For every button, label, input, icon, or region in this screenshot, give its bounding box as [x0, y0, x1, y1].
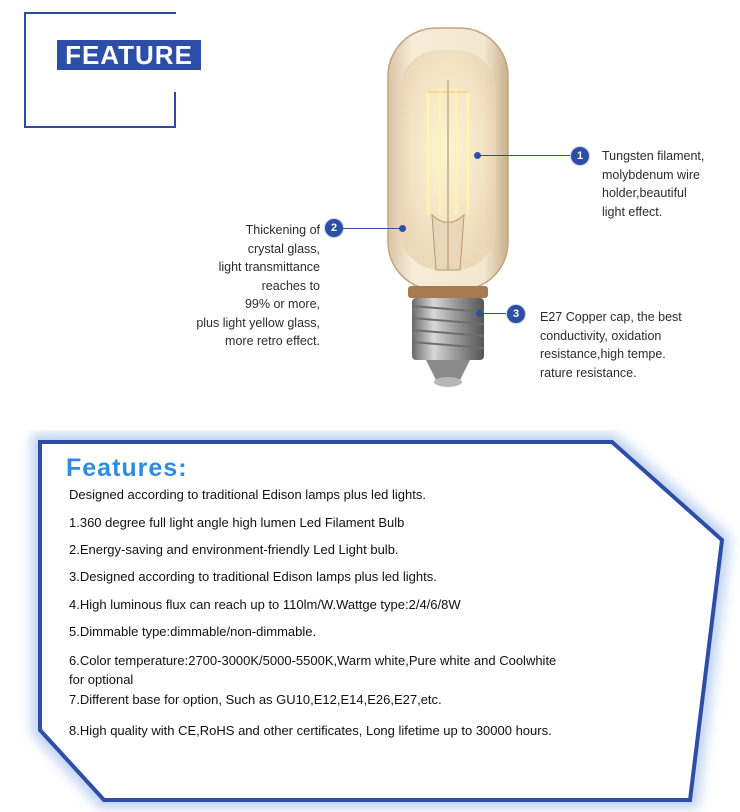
feature-frame — [24, 12, 176, 128]
callout-2-text: Thickening of crystal glass, light transmittance reaches to 99% or more, plus light yellow glass, more retro effect. — [196, 223, 320, 348]
led-filament-bulb-image — [360, 20, 535, 400]
callout-2-line — [343, 228, 401, 229]
callout-2-badge: 2 — [325, 219, 343, 237]
feature-item-3: 3.Designed according to traditional Edison lamps plus led lights. — [69, 569, 437, 584]
feature-item-8: 8.High quality with CE,RoHS and other certificates, Long lifetime up to 30000 hours. — [69, 723, 552, 738]
callout-3-badge: 3 — [507, 305, 525, 323]
feature-item-1: 1.360 degree full light angle high lumen Led Filament Bulb — [69, 515, 405, 530]
feature-item-2: 2.Energy-saving and environment-friendly Led Light bulb. — [69, 542, 399, 557]
feature-heading: FEATURE — [57, 40, 201, 70]
callout-1-line — [480, 155, 572, 156]
feature-intro: Designed according to traditional Edison lamps plus led lights. — [69, 487, 426, 502]
feature-item-5: 5.Dimmable type:dimmable/non-dimmable. — [69, 624, 317, 639]
feature-item-6: 6.Color temperature:2700-3000K/5000-5500K,Warm white,Pure white and Coolwhite for optional — [69, 653, 557, 687]
feature-item-4: 4.High luminous flux can reach up to 110lm/W.Wattge type:2/4/6/8W — [69, 597, 461, 612]
feature-item-7: 7.Different base for option, Such as GU10,E12,E14,E26,E27,etc. — [69, 692, 442, 707]
callout-3-line — [482, 313, 508, 314]
callout-1-badge: 1 — [571, 147, 589, 165]
callout-3-text: E27 Copper cap, the best conductivity, oxidation resistance,high tempe. rature resistance. — [540, 310, 682, 380]
callout-2-dot — [399, 225, 406, 232]
features-title: Features: — [66, 454, 188, 482]
callout-1-text: Tungsten filament, molybdenum wire holder,beautiful light effect. — [602, 149, 705, 219]
